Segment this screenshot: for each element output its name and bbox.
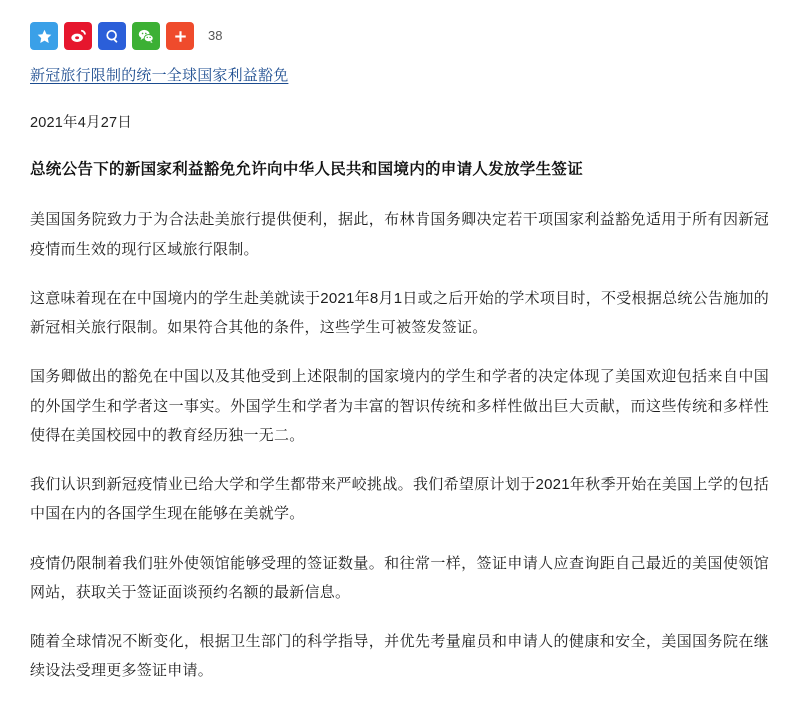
paragraph: 这意味着现在在中国境内的学生赴美就读于2021年8月1日或之后开始的学术项目时，不受根据总统公告施加的新冠相关旅行限制。如果符合其他的条件，这些学生可被签发签证。 — [30, 289, 769, 336]
wechat-share-button[interactable] — [132, 22, 160, 50]
qzone-share-button[interactable] — [30, 22, 58, 50]
weibo-share-icon — [69, 27, 87, 45]
paragraph: 我们认识到新冠疫情业已给大学和学生都带来严峧挑战。我们希望原计划于2021年秋季开始在美国上学的包括中国在内的各国学生现在能够在美就学。 — [30, 476, 769, 523]
paragraph: 随着全球情况不断变化，根据卫生部门的科学指导，并优先考量雇员和申请人的健康和安全，美国国务院在继续设法受理更多签证申请。 — [30, 633, 769, 680]
baidu-share-button[interactable] — [98, 22, 126, 50]
article-category-link[interactable]: 新冠旅行限制的统一全球国家利益豁免 — [30, 67, 289, 84]
more-share-button[interactable] — [166, 22, 194, 50]
baidu-share-icon — [104, 28, 121, 45]
page-title: 总统公告下的新国家利益豁免允许向中华人民共和国境内的申请人发放学生签证 — [30, 161, 584, 178]
paragraph: 美国国务院致力于为合法赴美旅行提供便利，据此，布林肯国务卿决定若干项国家利益豁免适用于所有因新冠疫情而生效的现行区域旅行限制。 — [30, 211, 769, 258]
social-share-bar — [30, 22, 769, 50]
share-count: 38 — [208, 28, 223, 43]
qzone-share-icon — [36, 28, 53, 45]
paragraph: 国务卿做出的豁免在中国以及其他受到上述限制的国家境内的学生和学者的决定体现了美国欢迎包括来自中国的外国学生和学者这一事实。外国学生和学者为丰富的智识传统和多样性做出巨大贡献，而这些传统和多样性使得在美国校园中的教育经历独一无二。 — [30, 368, 769, 444]
wechat-share-icon — [137, 27, 155, 45]
publish-date: 2021年4月27日 — [30, 115, 132, 131]
weibo-share-button[interactable] — [64, 22, 92, 50]
article-body — [30, 205, 769, 685]
paragraph: 疫情仍限制着我们驻外使领馆能够受理的签证数量。和往常一样，签证申请人应查询距自己最近的美国使领馆网站，获取关于签证面谈预约名额的最新信息。 — [30, 554, 769, 601]
plus-icon — [173, 29, 188, 44]
